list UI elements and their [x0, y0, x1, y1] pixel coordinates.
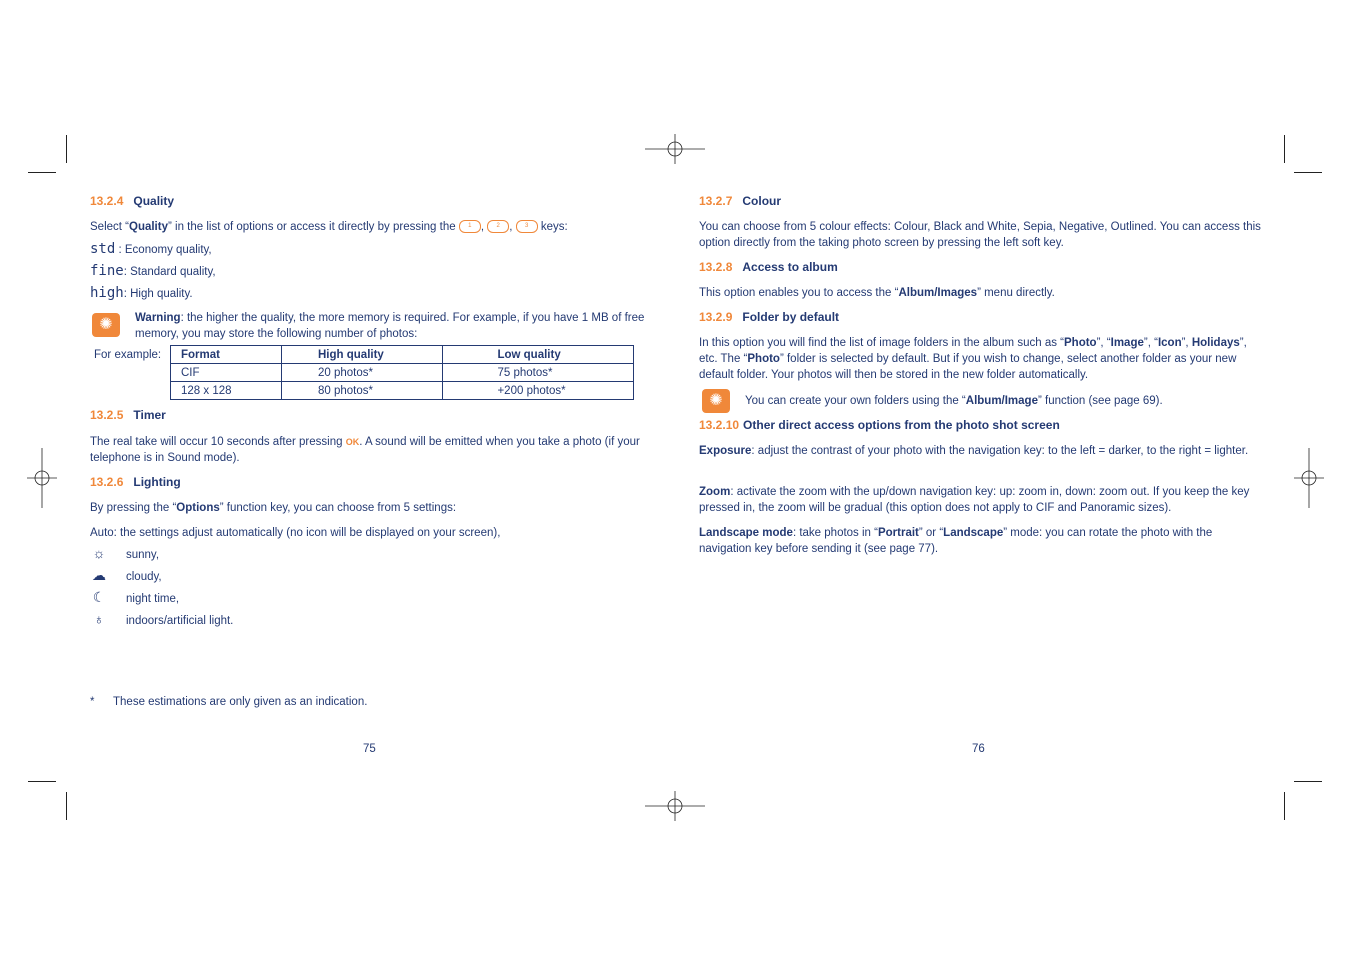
- landscape-text: Landscape mode: take photos in “Portrait” or “Landscape” mode: you can rotate the photo with the navigation key before sending it (see page 77).: [699, 527, 1213, 555]
- registration-mark: [27, 448, 57, 508]
- key-1-icon: 1: [459, 220, 481, 233]
- zoom-text: Zoom: activate the zoom with the up/down navigation key: up: zoom in, down: zoom out. If you keep the key pressed in, the zoom will be gradual (this option does not apply to CIF and Panoramic sizes).: [699, 486, 1250, 514]
- timer-text: The real take will occur 10 seconds after pressing OK. A sound will be emitted when you take a photo (if your telephone is in Sound mode).: [90, 436, 640, 464]
- crop-mark: [1294, 172, 1322, 173]
- section-number: 13.2.4: [90, 194, 124, 208]
- section-heading-lighting: 13.2.6 Lighting: [90, 475, 181, 489]
- example-label: For example:: [94, 349, 162, 361]
- list-item: high: High quality.: [90, 285, 193, 301]
- lighting-auto: Auto: the settings adjust automatically (no icon will be displayed on your screen),: [90, 527, 501, 539]
- folder-text: In this option you will find the list of image folders in the album such as “Photo”, “Image”, “Icon”, Holidays”, etc. The “Photo” folder is selected by default. But if you wish to change, select another folder as your new default folder. Your photos will then be stored in the new folder automatically.: [699, 337, 1247, 381]
- sun-icon: ☼: [92, 545, 106, 561]
- cloud-icon: ☁: [92, 567, 106, 583]
- folder-tip: You can create your own folders using the “Album/Image” function (see page 69).: [745, 395, 1163, 407]
- section-heading-timer: 13.2.5 Timer: [90, 408, 166, 422]
- list-item: indoors/artificial light.: [126, 615, 234, 627]
- list-item: cloudy,: [126, 571, 162, 583]
- section-heading-album: 13.2.8 Access to album: [699, 260, 838, 274]
- std-icon: std: [90, 241, 116, 257]
- photo-capacity-table: [170, 345, 634, 400]
- crop-mark: [28, 781, 56, 782]
- crop-mark: [1294, 781, 1322, 782]
- high-icon: high: [90, 285, 124, 301]
- album-text: This option enables you to access the “Album/Images” menu directly.: [699, 287, 1055, 299]
- list-item: night time,: [126, 593, 180, 605]
- warning-note: Warning: the higher the quality, the more memory is required. For example, if you have 1 MB of free memory, you may store the following number of photos:: [135, 312, 645, 340]
- key-3-icon: 3: [516, 220, 538, 233]
- crop-mark: [66, 135, 67, 163]
- list-item: std : Economy quality,: [90, 241, 212, 257]
- moon-icon: ☾: [92, 589, 106, 605]
- lighting-intro: By pressing the “Options” function key, you can choose from 5 settings:: [90, 502, 457, 514]
- footnote: These estimations are only given as an indication.: [113, 696, 368, 708]
- crop-mark: [28, 172, 56, 173]
- list-item: sunny,: [126, 549, 160, 561]
- crop-mark: [1284, 792, 1285, 820]
- fine-icon: fine: [90, 263, 124, 279]
- registration-mark: [645, 134, 705, 164]
- colour-text: You can choose from 5 colour effects: Colour, Black and White, Sepia, Negative, Outlined. You can access this option directly from the taking photo screen by pressing the left soft key.: [699, 221, 1261, 249]
- key-2-icon: 2: [487, 220, 509, 233]
- lightbulb-tip-icon: ✺: [92, 313, 120, 337]
- exposure-text: Exposure: adjust the contrast of your photo with the navigation key: to the left = darker, to the right = lighter.: [699, 445, 1249, 457]
- quality-intro: Select “Quality” in the list of options or access it directly by pressing the 1 , 2 , 3 keys:: [90, 221, 568, 233]
- table-row: Format High quality Low quality: [171, 346, 634, 364]
- footnote-marker: *: [90, 696, 95, 708]
- page-number: 76: [972, 743, 985, 755]
- registration-mark: [1294, 448, 1324, 508]
- table-row: CIF 20 photos* 75 photos*: [171, 364, 634, 382]
- list-item: fine: Standard quality,: [90, 263, 216, 279]
- section-title: Quality: [133, 194, 175, 208]
- section-heading-quality: [90, 194, 174, 208]
- table-row: 128 x 128 80 photos* +200 photos*: [171, 382, 634, 400]
- page-number: 75: [363, 743, 376, 755]
- section-heading-other: 13.2.10 Other direct access options from the photo shot screen: [699, 418, 1060, 432]
- section-heading-folder: 13.2.9 Folder by default: [699, 310, 840, 324]
- crop-mark: [1284, 135, 1285, 163]
- ok-key-icon: OK: [345, 437, 360, 447]
- bulb-icon: ♁: [93, 611, 105, 627]
- lightbulb-tip-icon: ✺: [702, 389, 730, 413]
- crop-mark: [66, 792, 67, 820]
- registration-mark: [645, 791, 705, 821]
- section-heading-colour: 13.2.7 Colour: [699, 194, 782, 208]
